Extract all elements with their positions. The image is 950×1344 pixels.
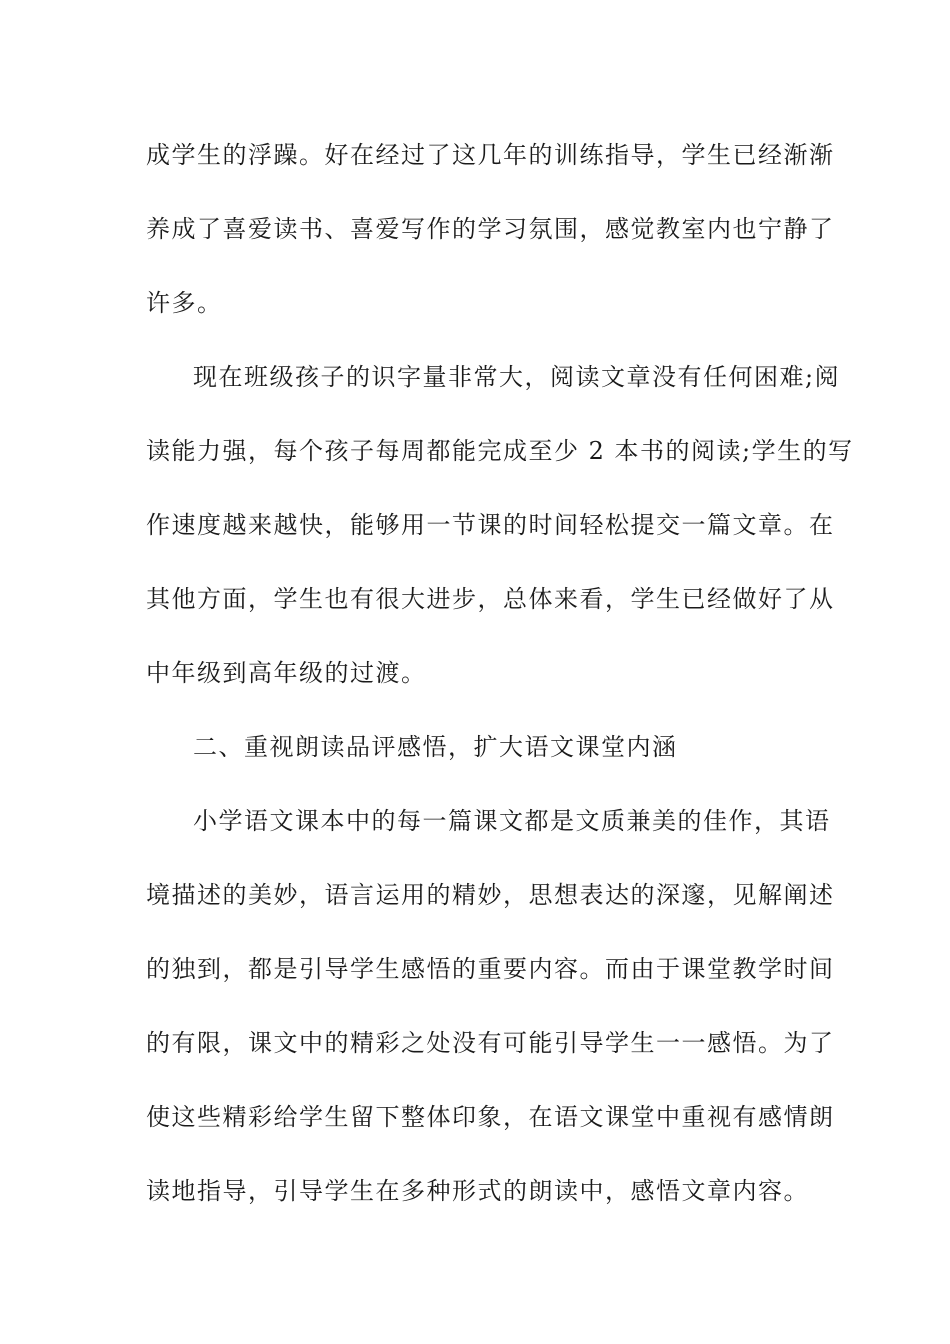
text-line: 中年级到高年级的过渡。 [146, 659, 427, 687]
text-line: 境描述的美妙，语言运用的精妙，思想表达的深邃，见解阐述 [146, 881, 835, 909]
text-line: 其他方面，学生也有很大进步，总体来看，学生已经做好了从 [146, 585, 835, 613]
text-line: 现在班级孩子的识字量非常大，阅读文章没有任何困难;阅 [193, 363, 841, 391]
text-line: 使这些精彩给学生留下整体印象，在语文课堂中重视有感情朗 [146, 1103, 835, 1131]
section-heading: 二、重视朗读品评感悟，扩大语文课堂内涵 [193, 733, 678, 761]
text-line: 成学生的浮躁。好在经过了这几年的训练指导，学生已经渐渐 [146, 141, 835, 169]
text-line: 作速度越来越快，能够用一节课的时间轻松提交一篇文章。在 [146, 511, 835, 539]
text-line: 许多。 [146, 289, 223, 317]
text-line: 的有限，课文中的精彩之处没有可能引导学生一一感悟。为了 [146, 1029, 835, 1057]
text-line: 的独到，都是引导学生感悟的重要内容。而由于课堂教学时间 [146, 955, 835, 983]
text-line: 小学语文课本中的每一篇课文都是文质兼美的佳作，其语 [193, 807, 831, 835]
text-line: 养成了喜爱读书、喜爱写作的学习氛围，感觉教室内也宁静了 [146, 215, 835, 243]
text-line: 读能力强，每个孩子每周都能完成至少 2 本书的阅读;学生的写 [146, 437, 854, 465]
text-line: 读地指导，引导学生在多种形式的朗读中，感悟文章内容。 [146, 1177, 809, 1205]
